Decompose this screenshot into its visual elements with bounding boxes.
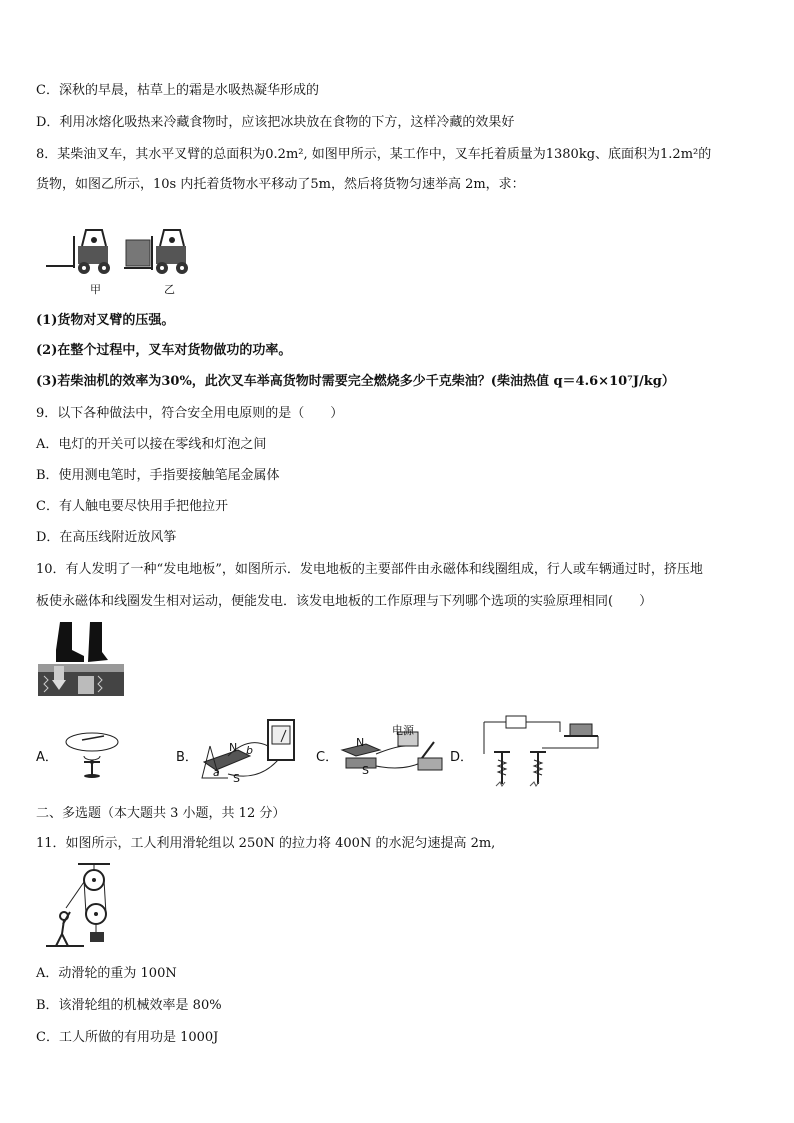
q9-option-a: A．电灯的开关可以接在零线和灯泡之间 — [36, 437, 267, 452]
q10-stem-line2: 板使永磁体和线圈发生相对运动，便能发电．该发电地板的工作原理与下列哪个选项的实验原理相同( ） — [36, 594, 653, 609]
q9-option-d: D．在高压线附近放风筝 — [36, 530, 177, 545]
forklift-jia-image — [46, 230, 110, 274]
option-c-motor-figure — [336, 728, 446, 780]
option-d-electromagnet-figure — [480, 714, 602, 792]
magnet-pole-s-b: S — [233, 772, 240, 785]
q8-stem-line1: 8．某柴油叉车，其水平叉臂的总面积为0.2m², 如图甲所示，某工作中，叉车托着质量为1380kg、底面积为1.2m²的 — [36, 147, 712, 162]
pulley-system-figure — [44, 862, 116, 950]
magnet-pole-n-b: N — [229, 741, 238, 754]
magnet-pole-n-c: N — [356, 736, 365, 749]
q8-subquestion-3: (3)若柴油机的效率为30%，此次叉车举高货物时需要完全燃烧多少千克柴油？(柴油热值 q＝4.6×10⁷J/kg） — [36, 374, 675, 389]
q7-option-d: D．利用冰熔化吸热来冷藏食物时，应该把冰块放在食物的下方，这样冷藏的效果好 — [36, 115, 515, 130]
wire-end-b: b — [246, 744, 253, 757]
forklift-figure — [44, 226, 204, 278]
q8-subquestion-1: (1)货物对叉臂的压强。 — [36, 313, 175, 328]
forklift-yi-image — [124, 230, 188, 274]
q11-option-c: C．工人所做的有用功是 1000J — [36, 1030, 219, 1045]
q7-option-c: C．深秋的早晨，枯草上的霜是水吸热凝华形成的 — [36, 83, 319, 98]
q10-option-d: D． — [450, 750, 474, 765]
section-2-title: 二、多选题（本大题共 3 小题，共 12 分） — [36, 806, 286, 821]
q9-stem: 9．以下各种做法中，符合安全用电原则的是（ ） — [36, 406, 344, 421]
power-source-label: 电源 — [392, 724, 414, 737]
q10-option-c: C． — [316, 750, 339, 765]
q9-option-c: C．有人触电要尽快用手把他拉开 — [36, 499, 228, 514]
q11-option-b: B．该滑轮组的机械效率是 80% — [36, 998, 222, 1013]
q10-option-a: A． — [36, 750, 58, 765]
q10-stem-line1: 10．有人发明了一种“发电地板”，如图所示．发电地板的主要部件由永磁体和线圈组成，行人或车辆通过时，挤压地 — [36, 562, 703, 577]
q11-option-a: A．动滑轮的重为 100N — [36, 966, 177, 981]
wire-end-a: a — [213, 766, 220, 779]
figure-label-jia: 甲 — [90, 283, 101, 296]
figure-label-yi: 乙 — [164, 283, 175, 296]
q10-option-b: B． — [176, 750, 198, 765]
q8-stem-line2: 货物，如图乙所示，10s 内托着货物水平移动了5m，然后将货物匀速举高 2m，求： — [36, 177, 525, 192]
q11-stem: 11．如图所示，工人利用滑轮组以 250N 的拉力将 400N 的水泥匀速提高 2m, — [36, 836, 496, 851]
q8-subquestion-2: (2)在整个过程中，叉车对货物做功的功率。 — [36, 343, 292, 358]
power-floor-figure — [38, 620, 124, 696]
option-a-compass-figure — [62, 726, 122, 782]
q9-option-b: B．使用测电笔时，手指要接触笔尾金属体 — [36, 468, 280, 483]
magnet-pole-s-c: S — [362, 764, 369, 777]
